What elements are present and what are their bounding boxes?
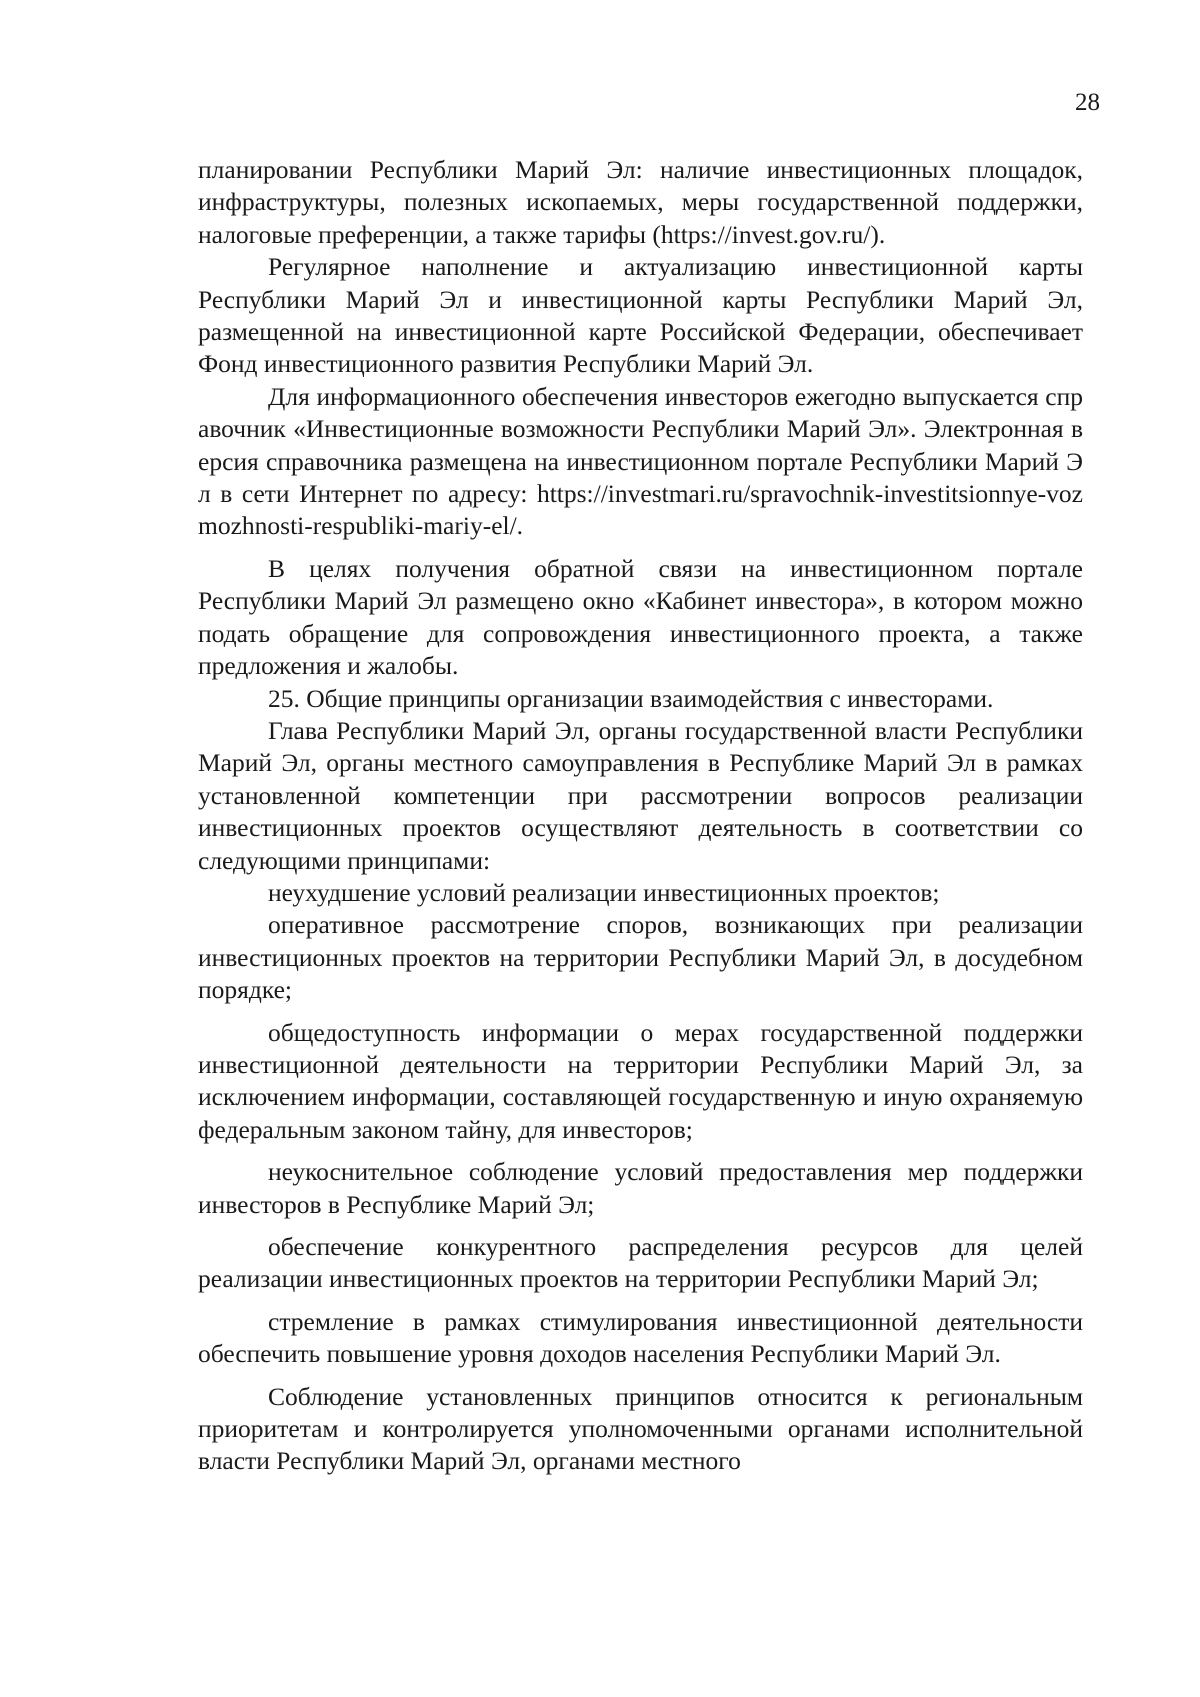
paragraph: Для информационного обеспечения инвесторов ежегодно выпускается справочник «Инвестиционные возможности Республики Марий Эл». Электронная версия справочника размещена на инвестиционном портале Республики Марий Эл в сети Интернет по адресу: https://investmari.ru/spravochnik-investitsionnye-vozmozhnosti-respubliki-mariy-el/. [198,381,1083,541]
document-body [198,154,1083,1478]
list-item: неукоснительное соблюдение условий предоставления мер поддержки инвесторов в Республике Марий Эл; [198,1157,1083,1219]
paragraph: планировании Республики Марий Эл: наличие инвестиционных площадок, инфраструктуры, полезных ископаемых, меры государственной поддержки, налоговые преференции, а также тарифы (https://invest.gov.ru/). [198,155,1083,249]
paragraph: Регулярное наполнение и актуализацию инвестиционной карты Республики Марий Эл и инвестиционной карты Республики Марий Эл, размещенной на инвестиционной карте Российской Федерации, обеспечивает Фонд инвестиционного развития Республики Марий Эл. [198,252,1083,379]
paragraph: Соблюдение установленных принципов относится к региональным приоритетам и контролируется уполномоченными органами исполнительной власти Республики Марий Эл, органами местного [198,1381,1083,1476]
list-item: оперативное рассмотрение споров, возникающих при реализации инвестиционных проектов на территории Республики Марий Эл, в досудебном порядке; [198,910,1083,1005]
page-number: 28 [1075,89,1100,116]
list-item: общедоступность информации о мерах государственной поддержки инвестиционной деятельности на территории Республики Марий Эл, за исключением информации, составляющей государственную и иную охраняемую федеральным законом тайну, для инвесторов; [198,1017,1083,1144]
list-item: неухудшение условий реализации инвестиционных проектов; [268,877,940,907]
section-heading: 25. Общие принципы организации взаимодействия с инвесторами. [268,683,994,713]
list-item: обеспечение конкурентного распределения ресурсов для целей реализации инвестиционных проектов на территории Республики Марий Эл; [198,1232,1083,1294]
list-item: стремление в рамках стимулирования инвестиционной деятельности обеспечить повышение уровня доходов населения Республики Марий Эл. [198,1306,1083,1369]
paragraph: В целях получения обратной связи на инвестиционном портале Республики Марий Эл размещено окно «Кабинет инвестора», в котором можно подать обращение для сопровождения инвестиционного проекта, а также предложения и жалобы. [198,553,1083,681]
paragraph: Глава Республики Марий Эл, органы государственной власти Республики Марий Эл, органы местного самоуправления в Республике Марий Эл в рамках установленной компетенции при рассмотрении вопросов реализации инвестиционных проектов осуществляют деятельность в соответствии со следующими принципами: [198,715,1083,875]
